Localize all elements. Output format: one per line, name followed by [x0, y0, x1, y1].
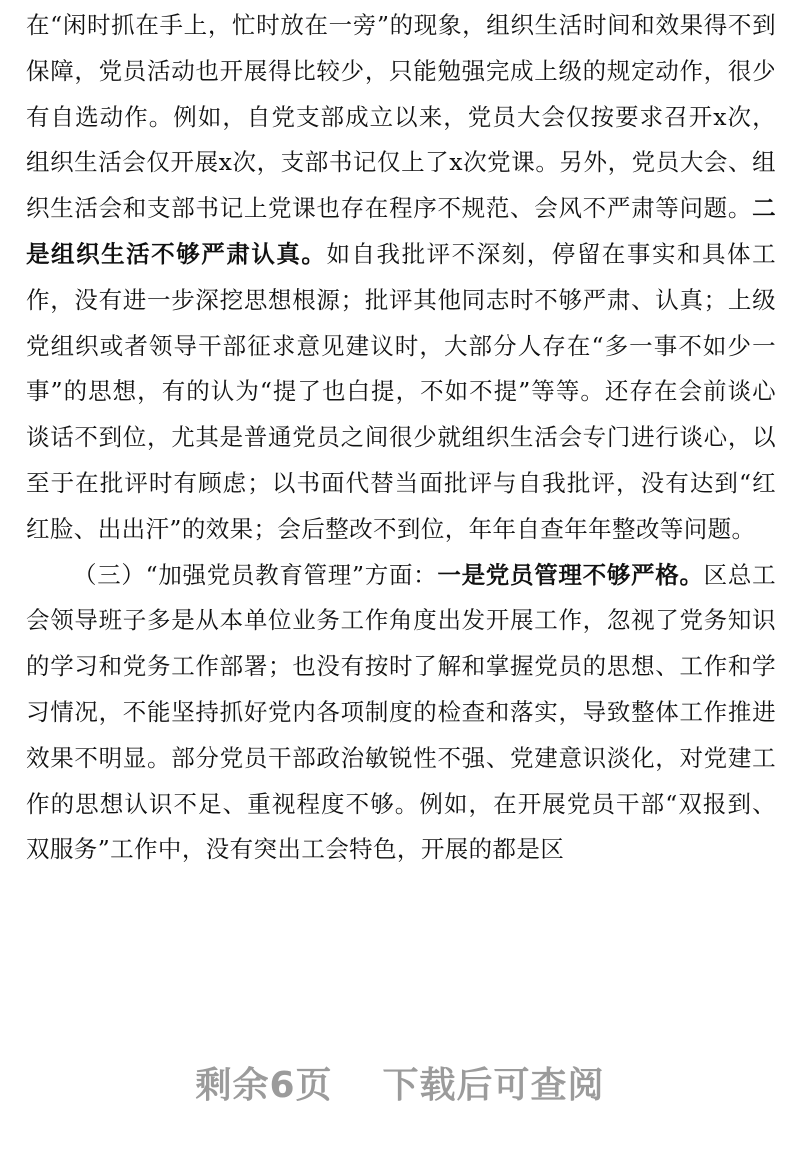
download-prompt-label: 下载后可查阅 [382, 1065, 605, 1106]
paragraph-2-bold-heading: 一是党员管理不够严格。 [437, 560, 704, 589]
paragraph-2 [26, 553, 776, 874]
paragraph-1-text-c: 如自我批评不深刻，停留在事实和具体工作，没有进一步深挖思想根源；批评其他同志时不够严肃、认真；上级党组织或者领导干部征求意见建议时，大部分人存在“多一事不如少一事”的思想，有的认为“提了也白提，不如不提”等等。还存在会前谈心谈话不到位，尤其是普通党员之间很少就组织生活会专门进行谈心，以至于在批评时有顾虑；以书面代替当面批评与自我批评，没有达到“红红脸、出出汗”的效果；会后整改不到位，年年自查年年整改等问题。 [26, 239, 776, 543]
download-banner[interactable] [0, 1056, 800, 1116]
paragraph-2-text: 区总工会领导班子多是从本单位业务工作角度出发开展工作，忽视了党务知识的学习和党务工作部署；也没有按时了解和掌握党员的思想、工作和学习情况，不能坚持抓好党内各项制度的检查和落实，导致整体工作推进效果不明显。部分党员干部政治敏锐性不强、党建意识淡化，对党建工作的思想认识不足、重视程度不够。例如，在开展党员干部“双报到、双服务”工作中，没有突出工会特色，开展的都是区 [26, 560, 776, 864]
paragraph-1-bold-heading: 二是组织生活不够严肃认真。 [26, 194, 776, 268]
remaining-pages-label: 剩余6页 [195, 1065, 333, 1106]
paragraph-2-heading: （三）“加强党员教育管理”方面： [73, 560, 438, 589]
document-body [26, 3, 776, 873]
paragraph-1 [26, 3, 776, 553]
paragraph-1-text-a: 在“闲时抓在手上，忙时放在一旁”的现象，组织生活时间和效果得不到保障，党员活动也开展得比较少，只能勉强完成上级的规定动作，很少有自选动作。例如，自党支部成立以来，党员大会仅按要求召开x次，组织生活会仅开展x次，支部书记仅上了x次党课。另外，党员大会、组织生活会和支部书记上党课也存在程序不规范、会风不严肃等问题。 [26, 11, 776, 223]
